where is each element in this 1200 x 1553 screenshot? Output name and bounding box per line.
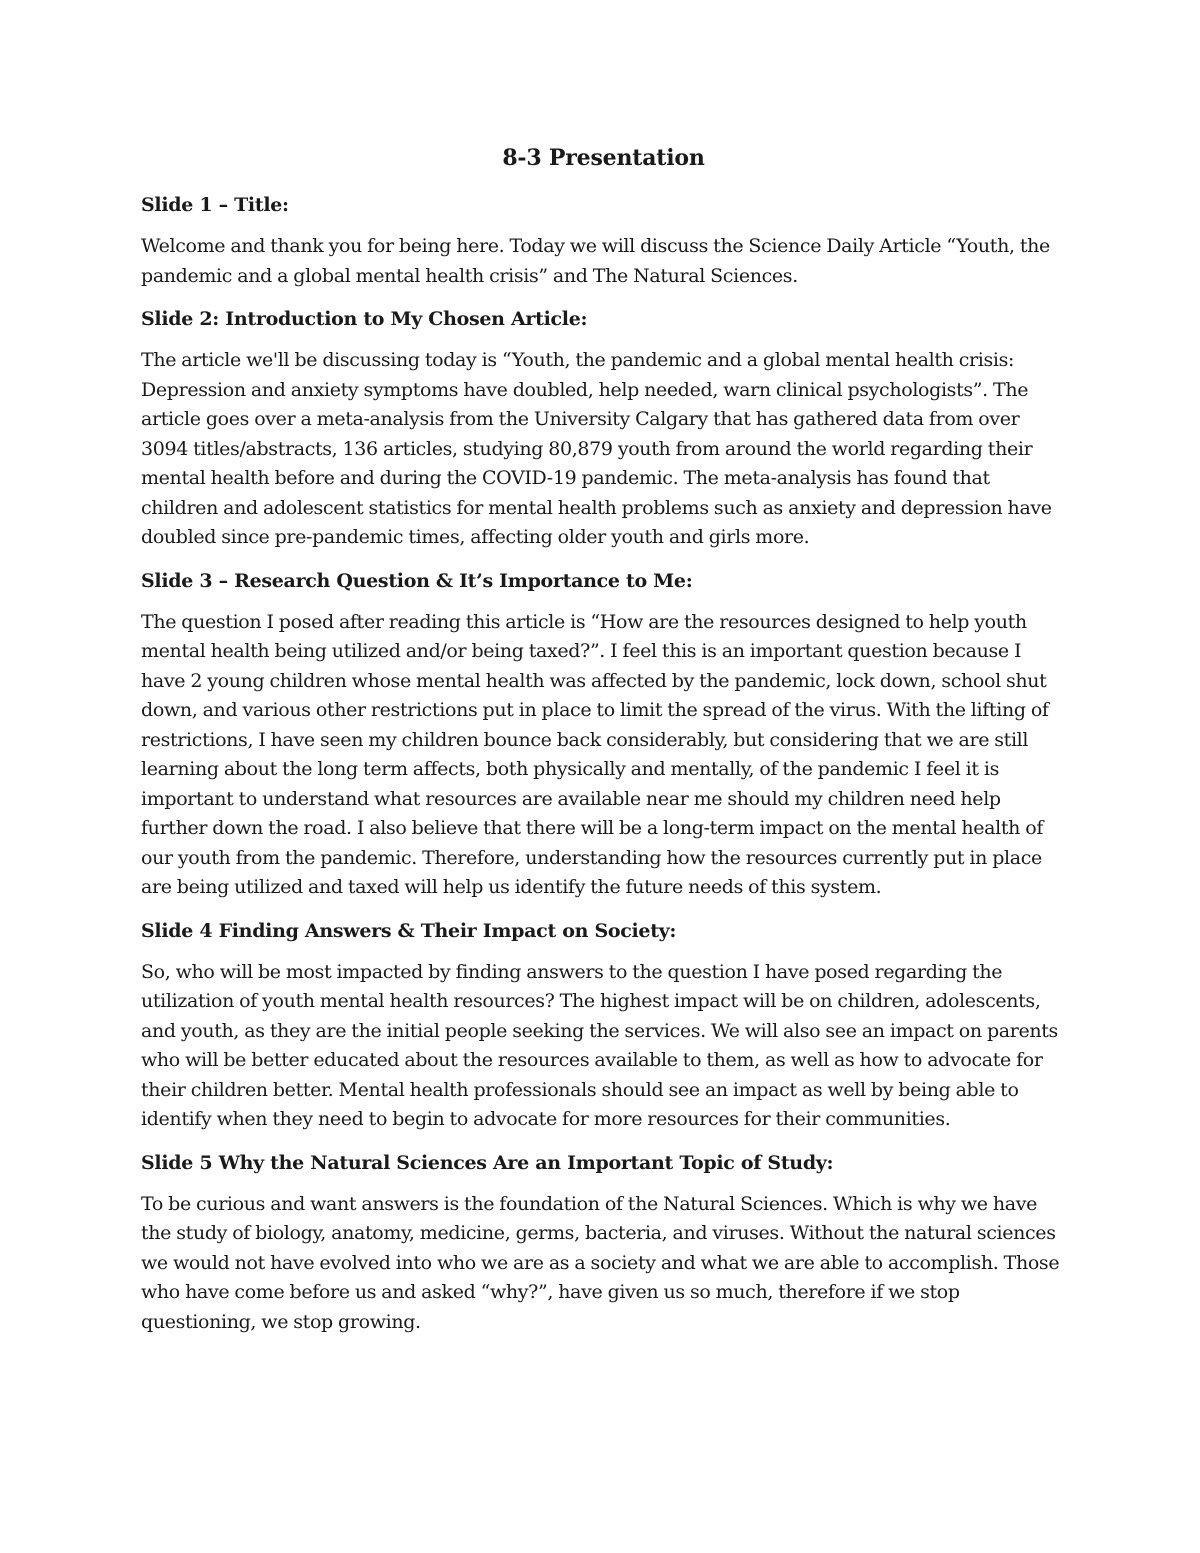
section-heading: Slide 2: Introduction to My Chosen Article: (141, 308, 588, 330)
section-body: The question I posed after reading this article is “How are the resources designed to help youth mental health being utilized and/or being taxed?”. I feel this is an important question because I have 2 young children whose mental health was affected by the pandemic, lock down, school shut down, and various other restrictions put in place to limit the spread of the virus. With the lifting of restrictions, I have seen my children bounce back considerably, but considering that we are still learning about the long term affects, both physically and mentally, of the pandemic I feel it is important to understand what resources are available near me should my children need help further down the road. I also believe that there will be a long-term impact on the mental health of our youth from the pandemic. Therefore, understanding how the resources currently put in place are being utilized and taxed will help us identify the future needs of this system. (141, 610, 1049, 898)
section-heading: Slide 5 Why the Natural Sciences Are an Important Topic of Study: (141, 1151, 834, 1174)
section-body: To be curious and want answers is the foundation of the Natural Sciences. Which is why we have the study of biology, anatomy, medicine, germs, bacteria, and viruses. Without the natural sciences we would not have evolved into who we are as a society and what we are able to accomplish. Those who have come before us and asked “why?”, have given us so much, therefore if we stop questioning, we stop growing. (141, 1192, 1060, 1333)
section-heading: Slide 4 Finding Answers & Their Impact on Society: (141, 919, 677, 942)
section-heading: Slide 3 – Research Question & It’s Importance to Me: (141, 569, 693, 592)
section-slide-1 (141, 192, 1066, 291)
section-body: Welcome and thank you for being here. Today we will discuss the Science Daily Article “Youth, the pandemic and a global mental health crisis” and The Natural Sciences. (141, 235, 1050, 287)
section-body: So, who will be most impacted by finding answers to the question I have posed regarding the utilization of youth mental health resources? The highest impact will be on children, adolescents, and youth, as they are the initial people seeking the services. We will also see an impact on parents who will be better educated about the resources available to them, as well as how to advocate for their children better. Mental health professionals should see an impact as well by being able to identify when they need to begin to advocate for more resources for their communities. (141, 960, 1058, 1130)
section-slide-3 (141, 568, 1066, 903)
section-slide-4 (141, 918, 1066, 1135)
document-title: 8-3 Presentation (502, 145, 705, 171)
document-page (141, 138, 1066, 1352)
section-slide-2 (141, 306, 1066, 553)
section-body: The article we'll be discussing today is “Youth, the pandemic and a global mental health crisis: Depression and anxiety symptoms have doubled, help needed, warn clinical psychologists”. The article goes over a meta-analysis from the University Calgary that has gathered data from over 3094 titles/abstracts, 136 articles, studying 80,879 youth from around the world regarding their mental health before and during the COVID-19 pandemic. The meta-analysis has found that children and adolescent statistics for mental health problems such as anxiety and depression have doubled since pre-pandemic times, affecting older youth and girls more. (141, 349, 1052, 548)
section-slide-5 (141, 1150, 1066, 1338)
section-heading: Slide 1 – Title: (141, 194, 289, 216)
